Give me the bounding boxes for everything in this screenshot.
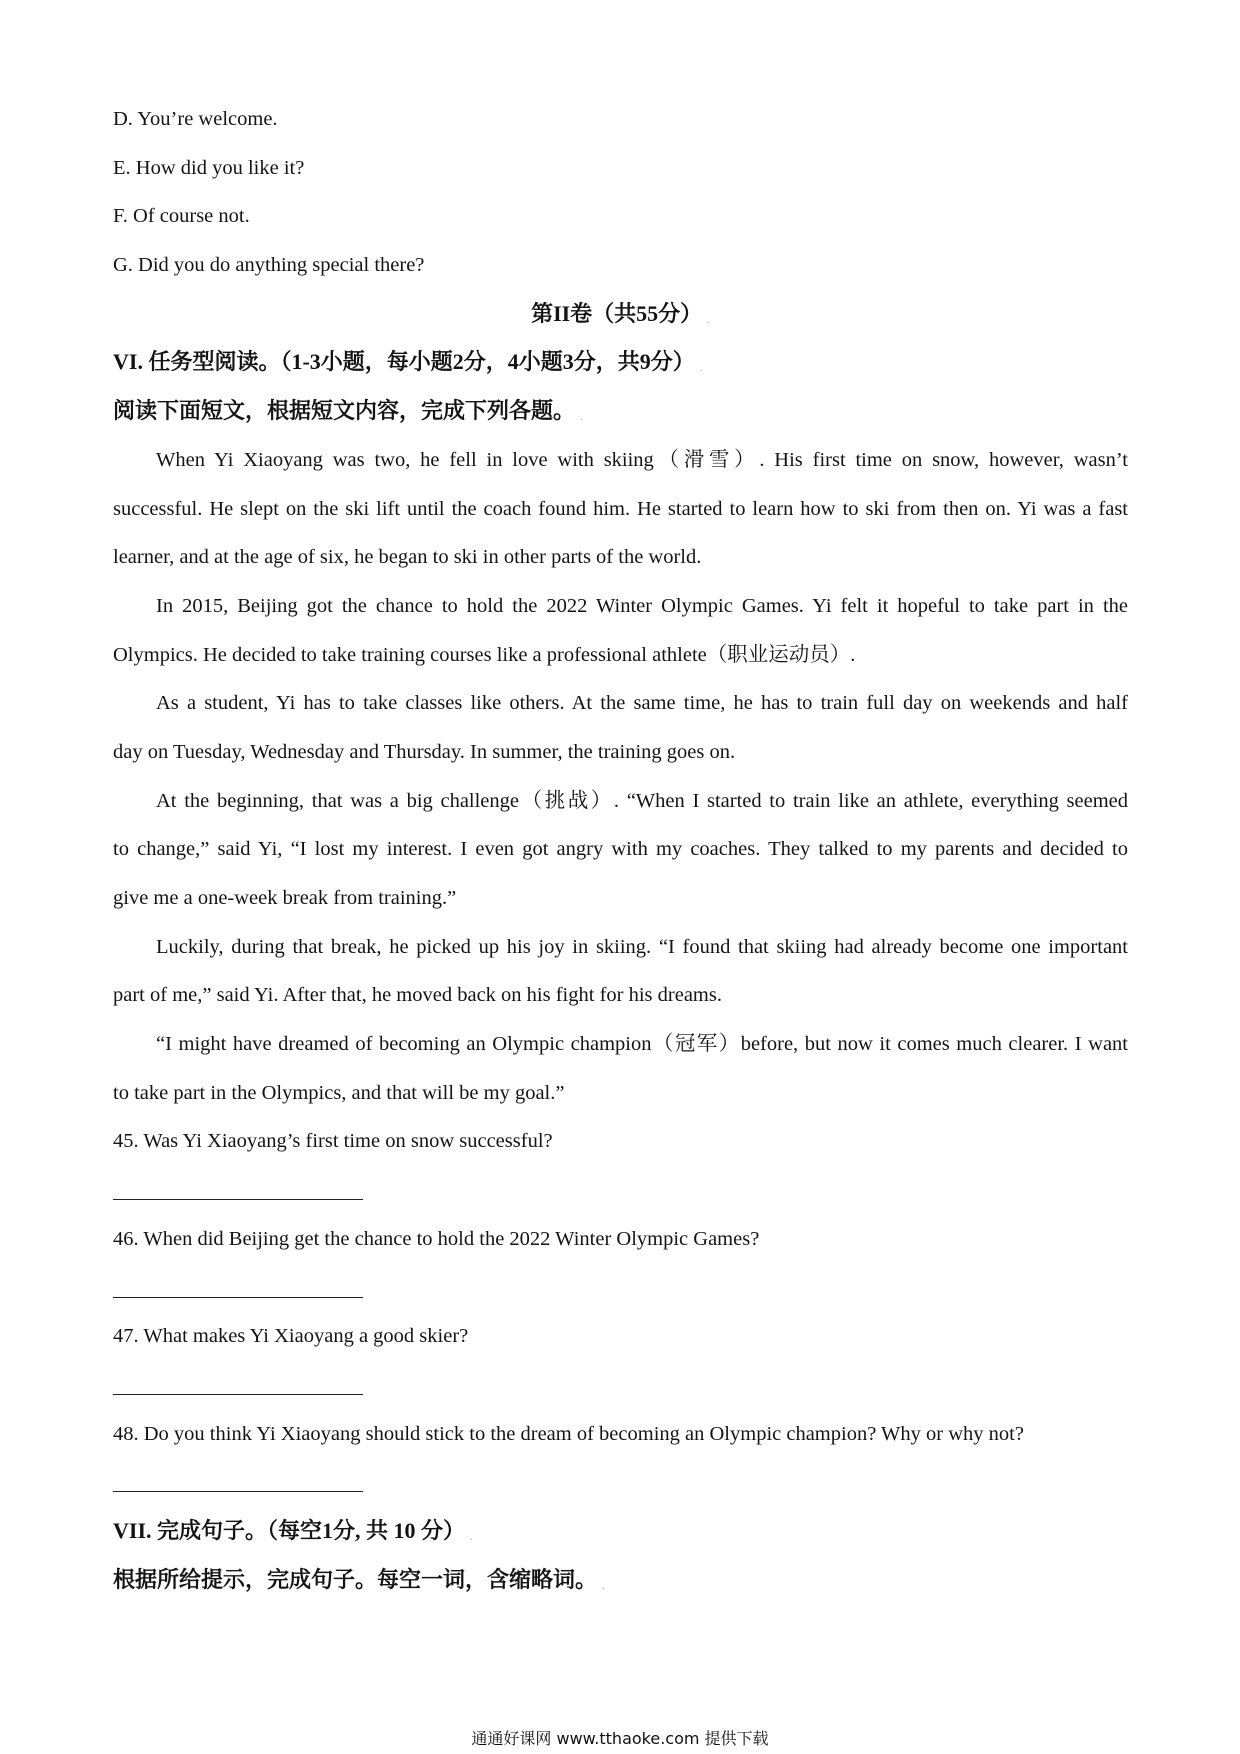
section-instruction-text: 根据所给提示，完成句子。每空一词，含缩略词。	[113, 1566, 598, 1592]
question-47: 47. What makes Yi Xiaoyang a good skier?	[113, 1325, 469, 1348]
passage-paragraph-6	[113, 1020, 1128, 1117]
paragraph-mark: .	[602, 1579, 605, 1592]
option-g: G. Did you do anything special there?	[113, 254, 425, 277]
passage-line: Luckily, during that break, he picked up his joy in skiing. “I found that skiing had already become one important	[156, 935, 1128, 958]
answer-underline	[113, 1166, 363, 1200]
passage-line: “I might have dreamed of becoming an Olympic champion（冠军）before, but now it comes much clearer. I want	[156, 1033, 1128, 1056]
answer-underline	[113, 1458, 363, 1492]
question-45: 45. Was Yi Xiaoyang’s first time on snow successful?	[113, 1130, 553, 1153]
answer-blank-45	[113, 1166, 1128, 1215]
section-instruction-vii	[113, 1556, 1128, 1605]
option-d: D. You’re welcome.	[113, 108, 278, 130]
question-46: 46. When did Beijing get the chance to hold the 2022 Winter Olympic Games?	[113, 1227, 760, 1250]
answer-options	[113, 95, 1128, 290]
section-heading-vii	[113, 1507, 1128, 1556]
answer-underline	[113, 1361, 363, 1395]
passage-line: Olympics. He decided to take training courses like a professional athlete（职业运动员）.	[113, 643, 856, 666]
section-instruction-vi	[113, 387, 1128, 436]
question-list	[113, 1117, 1128, 1507]
passage-line: to change,” said Yi, “I lost my interest. I even got angry with my coaches. They talked to my parents and decided to	[113, 838, 1128, 861]
part-title	[113, 290, 1128, 339]
section-heading-text: VI. 任务型阅读。（1-3小题，每小题2分，4小题3分，共9分）	[113, 349, 695, 375]
passage-line: At the beginning, that was a big challenge（挑战）. “When I started to train like an athlete, everything seemed	[156, 789, 1128, 812]
passage-line: day on Tuesday, Wednesday and Thursday. In summer, the training goes on.	[113, 740, 736, 763]
paragraph-mark: .	[707, 313, 710, 326]
answer-blank-46	[113, 1264, 1128, 1313]
option-e: E. How did you like it?	[113, 156, 305, 179]
part-title-text: 第II卷（共55分）	[531, 300, 703, 326]
section-instruction-text: 阅读下面短文，根据短文内容，完成下列各题。	[113, 398, 576, 424]
section-heading-vi	[113, 338, 1128, 387]
passage-line: When Yi Xiaoyang was two, he fell in love with skiing（滑雪）. His first time on snow, however, wasn’t	[156, 448, 1128, 471]
exam-page-content	[113, 95, 1128, 1604]
passage-line: part of me,” said Yi. After that, he moved back on his fight for his dreams.	[113, 984, 722, 1007]
passage-line: learner, and at the age of six, he began to ski in other parts of the world.	[113, 546, 702, 569]
passage-paragraph-3	[113, 679, 1128, 776]
passage-line: In 2015, Beijing got the chance to hold the 2022 Winter Olympic Games. Yi felt it hopeful to take part in the	[156, 594, 1128, 617]
reading-passage	[113, 436, 1128, 1118]
passage-line: As a student, Yi has to take classes like others. At the same time, he has to train full day on weekends and half	[156, 692, 1128, 715]
passage-paragraph-4	[113, 777, 1128, 923]
passage-paragraph-5	[113, 923, 1128, 1020]
answer-blank-48	[113, 1458, 1128, 1507]
answer-underline	[113, 1264, 363, 1298]
option-f: F. Of course not.	[113, 205, 250, 228]
question-48: 48. Do you think Yi Xiaoyang should stick to the dream of becoming an Olympic champion? Why or why not?	[113, 1422, 1024, 1445]
paragraph-mark: .	[580, 411, 583, 424]
answer-blank-47	[113, 1361, 1128, 1410]
passage-line: successful. He slept on the ski lift until the coach found him. He started to learn how to ski from then on. Yi was a fast	[113, 497, 1128, 520]
passage-line: to take part in the Olympics, and that will be my goal.”	[113, 1081, 565, 1104]
page-footer: 通通好课网 www.tthaoke.com 提供下载	[471, 1729, 769, 1748]
paragraph-mark: .	[470, 1530, 473, 1543]
section-heading-text: VII. 完成句子。（每空1分, 共 10 分）	[113, 1517, 466, 1543]
passage-line: give me a one-week break from training.”	[113, 887, 457, 909]
passage-paragraph-2	[113, 582, 1128, 679]
passage-paragraph-1	[113, 436, 1128, 582]
paragraph-mark: .	[699, 362, 703, 375]
